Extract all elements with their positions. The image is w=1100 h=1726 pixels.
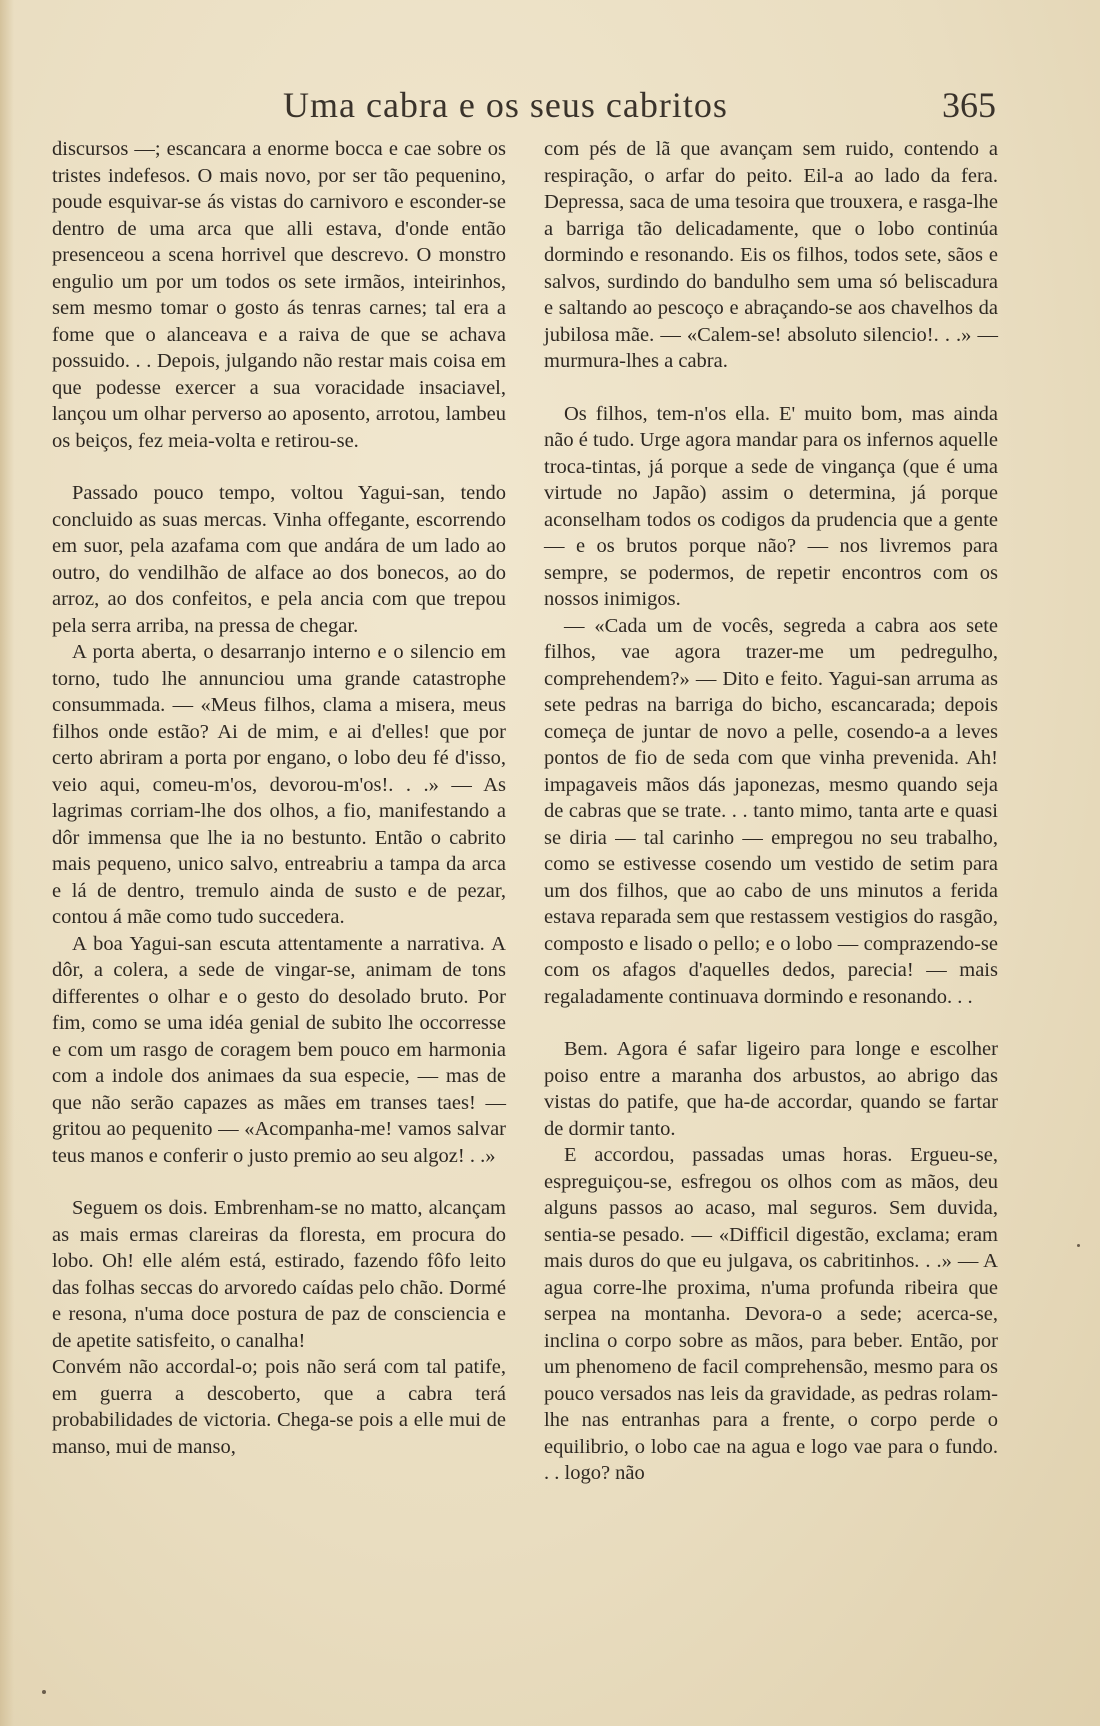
- paragraph: — «Cada um de vocês, segreda a cabra aos sete filhos, vae agora trazer-me um pedregulho, comprehendem?» — Dito e feito. Yagui-san arruma as sete pedras na barriga do bicho, escancarada; depois começa de juntar de novo a pelle, cosendo-a a leves pontos de fio de seda com que vinha prevenida. Ah! impagaveis mãos dás japonezas, mesmo quando seja de cabras que se trate. . . tanto mimo, tanta arte e quasi se diria — tal carinho — empregou no seu trabalho, como se estivesse cosendo um vestido de setim para um dos filhos, que ao cabo de uns minutos a ferida estava reparada sem que restassem vestigios do rasgão, composto e lisado o pello; e o lobo — comprazendo-se com os afagos d'aquelles dedos, parecia! — mais regaladamente continuava dormindo e resonando. . .: [544, 614, 998, 1008]
- right-text-column: [544, 136, 998, 1487]
- paragraph: Bem. Agora é safar ligeiro para longe e escolher poiso entre a maranha dos arbustos, ao abrigo das vistas do patife, que ha-de accordar, quando se fartar de dormir tanto.: [544, 1038, 998, 1140]
- running-header: [0, 84, 1100, 134]
- page-edge-shadow: [0, 0, 14, 1726]
- paper-speck: [1077, 1244, 1080, 1247]
- paragraph: discursos —; escancara a enorme bocca e cae sobre os tristes indefesos. O mais novo, por ser tão pequenino, poude esquivar-se ás vistas do carnivoro e esconder-se dentro de uma arca que alli estava, d'onde então presenceou a scena horrivel que descrevo. O monstro engulio um por um todos os sete irmãos, inteirinhos, sem mesmo tomar o gosto ás tenras carnes; tal era a fome que o alanceava e a raiva de que se achava possuido. . . Depois, julgando não restar mais coisa em que podesse exercer a sua voracidade insaciavel, lançou um olhar perverso ao aposento, arrotou, lambeu os beiços, fez meia-volta e retirou-se.: [52, 138, 506, 452]
- paper-speck: [42, 1690, 46, 1694]
- paragraph: com pés de lã que avançam sem ruido, contendo a respiração, o arfar do peito. Eil-a ao lado da fera. Depressa, saca de uma tesoira que trouxera, e rasga-lhe a barriga tão delicadamente, que o lobo continúa dormindo e resonando. Eis os filhos, todos sete, sãos e salvos, surdindo do bandulho sem uma só beliscadura e saltando ao pescoço e abraçando-se aos chavelhos da jubilosa mãe. — «Calem-se! absoluto silencio!. . .» — murmura-lhes a cabra.: [544, 138, 998, 372]
- paragraph-gap: [544, 1010, 998, 1036]
- paragraph-gap: [52, 454, 506, 480]
- page-number: 365: [942, 85, 996, 125]
- paragraph: Convém não accordal-o; pois não será com tal patife, em guerra a descoberto, que a cabra terá probabilidades de victoria. Chega-se pois a elle mui de manso, mui de manso,: [52, 1356, 506, 1458]
- paragraph: Os filhos, tem-n'os ella. E' muito bom, mas ainda não é tudo. Urge agora mandar para os infernos aquelle troca-tintas, já porque a sede de vingança (que é uma virtude no Japão) assim o determina, já porque aconselham todos os codigos da prudencia que a gente — e os brutos porque não? — nos livremos para sempre, se podermos, de repetir encontros com os nossos inimigos.: [544, 402, 998, 610]
- paragraph: Passado pouco tempo, voltou Yagui-san, tendo concluido as suas mercas. Vinha offegante, escorrendo em suor, pela azafama com que andára de um lado ao outro, do vendilhão de alface ao dos bonecos, ao do arroz, ao dos confeitos, e pela ancia com que trepou pela serra arriba, na pressa de chegar.: [52, 482, 506, 637]
- paragraph: Seguem os dois. Embrenham-se no matto, alcançam as mais ermas clareiras da floresta, em procura do lobo. Oh! elle além está, estirado, fazendo fôfo leito das folhas seccas do arvoredo caídas pelo chão. Dormé e resona, n'uma doce postura de paz de consciencia e de apetite satisfeito, o canalha!: [52, 1197, 506, 1352]
- paragraph: A porta aberta, o desarranjo interno e o silencio em torno, tudo lhe annunciou uma grande catastrophe consummada. — «Meus filhos, clama a misera, meus filhos onde estão? Ai de mim, e ai d'elles! que por certo abriram a porta por engano, o lobo deu fé d'isso, veio aqui, comeu-m'os, devorou-m'os!. . .» — As lagrimas corriam-lhe dos olhos, a fio, manifestando a dôr immensa que lhe ia no bestunto. Então o cabrito mais pequeno, unico salvo, entreabriu a tampa da arca e lá de dentro, tremulo ainda de susto e de pezar, contou á mãe como tudo succedera.: [52, 641, 506, 928]
- paragraph-gap: [544, 375, 998, 401]
- paragraph-gap: [52, 1169, 506, 1195]
- left-text-column: [52, 136, 506, 1460]
- running-title: Uma cabra e os seus cabritos: [283, 85, 728, 125]
- paragraph: A boa Yagui-san escuta attentamente a narrativa. A dôr, a colera, a sede de vingar-se, animam de tons differentes o olhar e o gesto do desolado bruto. Por fim, como se uma idéa genial de subito lhe occorresse e com um rasgo de coragem bem pouco em harmonia com a indole dos animaes da sua especie, — mas de que não serão capazes as mães em transes taes! — gritou ao pequenito — «Acompanha-me! vamos salvar teus manos e conferir o justo premio ao seu algoz! . .»: [52, 932, 506, 1167]
- paragraph: E accordou, passadas umas horas. Ergueu-se, espreguiçou-se, esfregou os olhos com as mãos, deu alguns passos ao acaso, mal seguros. Sem duvida, sentia-se pesado. — «Difficil digestão, exclama; eram mais duros do que eu julgava, os cabritinhos. . .» — A agua corre-lhe proxima, n'uma profunda ribeira que serpea na montanha. Devora-o a sede; acerca-se, inclina o corpo sobre as mãos, para beber. Então, por um phenomeno de facil comprehensão, mesmo para os pouco versados nas leis da gravidade, as pedras rolam-lhe nas entranhas para a frente, o corpo perde o equilibrio, o lobo cae na agua e logo vae para o fundo. . . logo? não: [544, 1144, 998, 1484]
